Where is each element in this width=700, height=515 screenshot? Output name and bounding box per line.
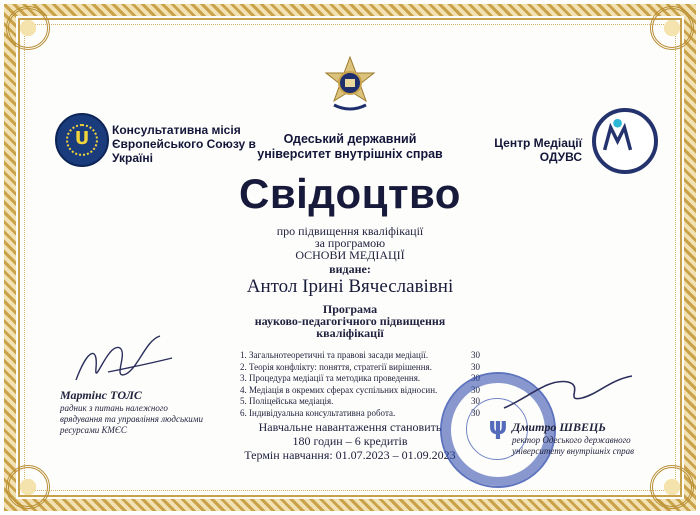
certificate-line2: за програмою [314, 236, 386, 250]
signatory-left-name: Мартінс ТОЛС [60, 388, 142, 402]
certificate-title: Свідоцтво [239, 170, 461, 217]
org-right-line2: ОДУВС [539, 150, 582, 164]
org-center-line1: Одеський державний [283, 132, 417, 146]
course-item: 5. Поліцейська медіація. 30 [240, 396, 480, 406]
org-right-label [470, 136, 582, 164]
load-line1: Навчальне навантаження становить [258, 420, 442, 434]
issued-label: видане: [329, 262, 371, 276]
load-line2: 180 годин – 6 кредитів [292, 434, 408, 448]
corner-ornament-icon [6, 465, 50, 509]
signatory-left-title: радник з питань належного врядування та управління людськими ресурсами КМЄС [60, 403, 204, 435]
course-item: 6. Індивідуальна консультативна робота. 30 [240, 407, 480, 418]
course-item: 2. Теорія конфлікту: поняття, стратегії вирішення. 30 [240, 361, 480, 372]
university-emblem-icon [320, 55, 380, 115]
program-line2: науково-педагогічного підвищення [254, 314, 446, 328]
program-line1: Програма [322, 302, 378, 316]
org-center-label [250, 132, 450, 162]
signature-left-block [60, 388, 210, 436]
program-line3: кваліфікації [316, 326, 384, 340]
signature-right-icon [498, 368, 638, 428]
corner-ornament-icon [650, 6, 694, 50]
course-item: 1. Загальнотеоретичні та правові засади медіації. 30 [240, 350, 480, 360]
course-item: 3. Процедура медіації та методика проведення. 30 [240, 373, 480, 383]
org-center-line2: університет внутрішніх справ [257, 147, 443, 161]
study-term: Термін навчання: 01.07.2023 – 01.09.2023 [244, 448, 456, 462]
certificate-line1: про підвищення кваліфікації [276, 224, 424, 238]
eu-advisory-mission-logo-icon: ᑌ [55, 113, 109, 167]
recipient-name: Антол Ірині Вячеславівні [246, 276, 454, 297]
corner-ornament-icon [650, 465, 694, 509]
org-right-line1: Центр Медіації [494, 136, 582, 150]
corner-ornament-icon [6, 6, 50, 50]
org-left-label: Консультативна місія Європейського Союзу в Україні [112, 123, 256, 165]
official-stamp-icon: ψ [440, 372, 556, 488]
mediation-center-logo-icon [592, 108, 658, 174]
signatory-right-name: Дмитро ШВЕЦЬ [512, 420, 606, 434]
signature-right-block [512, 420, 662, 457]
course-item: 4. Медіація в окремих сферах суспільних відносин. 30 [240, 384, 480, 395]
program-name: ОСНОВИ МЕДІАЦІЇ [295, 248, 405, 262]
signatory-right-title: ректор Одеського державного університету внутрішніх справ [512, 435, 635, 456]
